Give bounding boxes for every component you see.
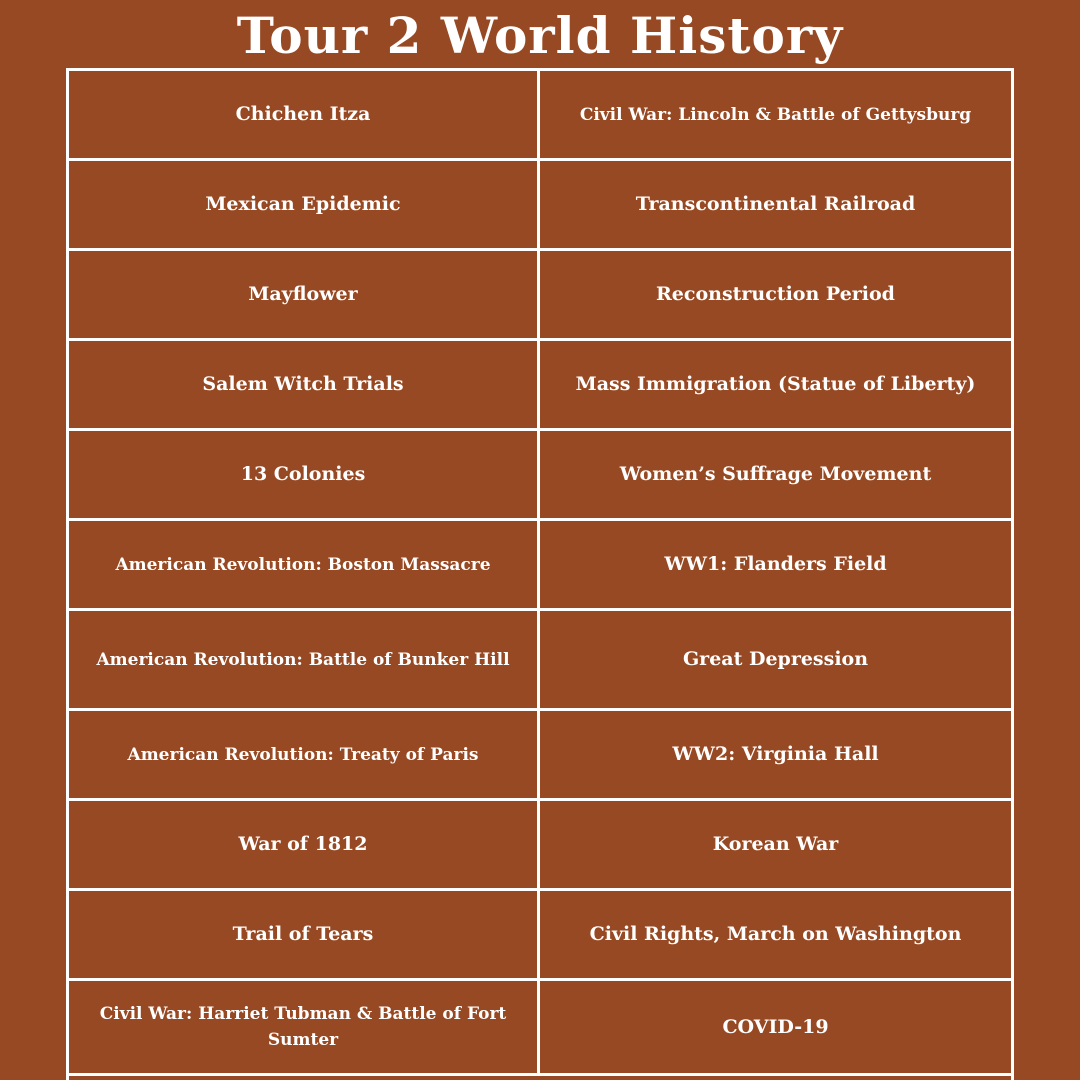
table-cell-left: Mayflower — [69, 251, 540, 341]
table-cell-left: 13 Colonies — [69, 431, 540, 521]
table-cell-right: Great Depression — [540, 611, 1011, 711]
table-cell-left: War of 1812 — [69, 801, 540, 891]
table-cell-left: American Revolution: Boston Massacre — [69, 521, 540, 611]
table-cell-left: Chichen Itza — [69, 71, 540, 161]
table-cell-left: Salem Witch Trials — [69, 341, 540, 431]
table-cell-right: Korean War — [540, 801, 1011, 891]
table-cell-right: WW1: Flanders Field — [540, 521, 1011, 611]
table-cell-right: Transcontinental Railroad — [540, 161, 1011, 251]
page-title: Tour 2 World History — [236, 6, 844, 65]
table-cell-right: WW2: Virginia Hall — [540, 711, 1011, 801]
table-cell-right: Mass Immigration (Statue of Liberty) — [540, 341, 1011, 431]
table-cell-right: Reconstruction Period — [540, 251, 1011, 341]
history-topics-table — [66, 68, 1014, 1080]
table-cell-right: Women’s Suffrage Movement — [540, 431, 1011, 521]
table-cell-left: Civil War: Harriet Tubman & Battle of Fort Sumter — [69, 981, 540, 1076]
table-cell-right: Civil Rights, March on Washington — [540, 891, 1011, 981]
table-cell-left: Mexican Epidemic — [69, 161, 540, 251]
table-cell-left: American Revolution: Battle of Bunker Hill — [69, 611, 540, 711]
table-cell-right: Civil War: Lincoln & Battle of Gettysburg — [540, 71, 1011, 161]
table-cell-left: American Revolution: Treaty of Paris — [69, 711, 540, 801]
table-cell-right: COVID-19 — [540, 981, 1011, 1076]
table-cell-left: Trail of Tears — [69, 891, 540, 981]
